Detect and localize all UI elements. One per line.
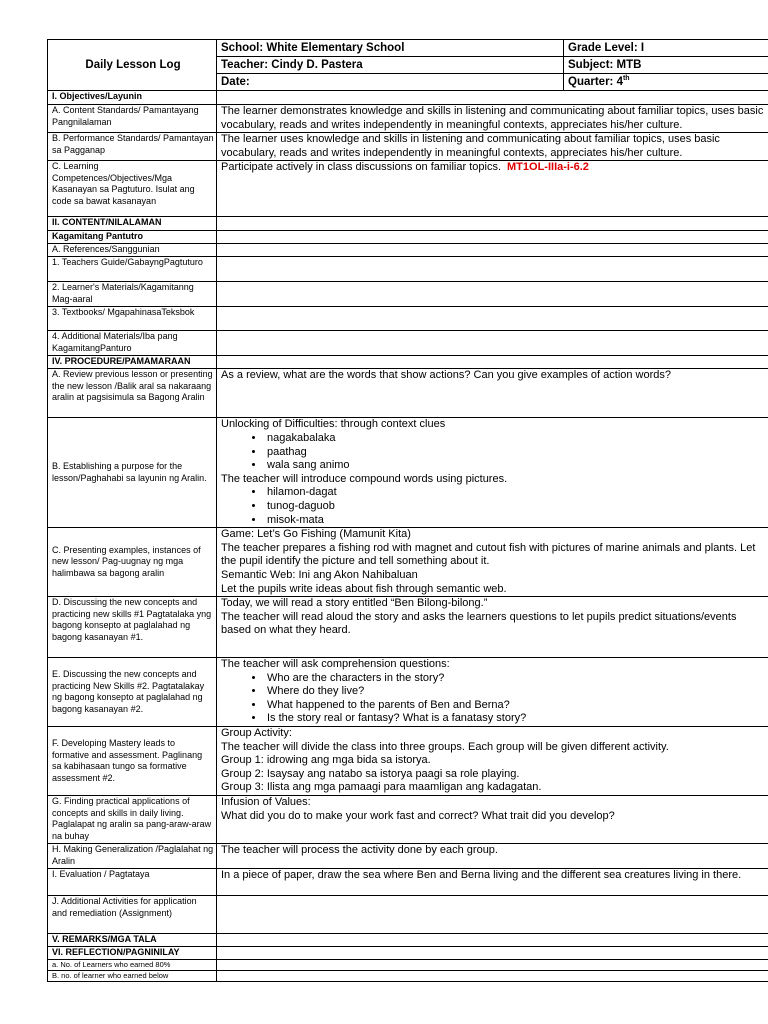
procedure-g-label: G. Finding practical applications of concepts and skills in daily living. Paglalapat ng aralin sa pang-araw-araw na buhay: [48, 796, 217, 844]
section-reflection-blank: [217, 947, 768, 960]
group-3-task: Group 3: Ilista ang mga pamaagi para maamligan ang kadagatan.: [221, 781, 542, 794]
compound-words-line: The teacher will introduce compound words using pictures.: [221, 472, 508, 485]
list-item: • Is the story real or fantasy? What is a fanatasy story?: [265, 712, 768, 726]
values-title: Infusion of Values:: [221, 796, 311, 809]
group-activity-title: Group Activity:: [221, 727, 292, 740]
semantic-web-instruction: Let the pupils write ideas about fish through semantic web.: [221, 582, 507, 595]
competencies-cell: [217, 161, 768, 217]
competencies-text: Participate actively in class discussions on familiar topics.: [221, 161, 502, 174]
list-item: • nagakabalaka: [265, 432, 768, 446]
difficult-words-list: [221, 432, 768, 473]
reflection-a-label: a. No. of Learners who earned 80%: [48, 960, 217, 971]
procedure-a-label: A. Review previous lesson or presenting the new lesson /Balik aral sa nakaraang aralin at pagsisimula sa Bagong Aralin: [48, 369, 217, 418]
group-activity-instruction: The teacher will divide the class into three groups. Each group will be given different activity.: [221, 740, 669, 753]
compound-words-list: [221, 486, 768, 527]
procedure-j-label: J. Additional Activities for application and remediation (Assignment): [48, 896, 217, 934]
procedure-d-label: D. Discussing the new concepts and practicing new skills #1 Pagtatalaka yng bagong konsepto at paglalahad ng bagong kasanayan #1.: [48, 597, 217, 658]
competencies-label: C. Learning Competences/Objectives/Mga Kasanayan sa Pagtuturo. Isulat ang code sa bawat kasanayan: [48, 161, 217, 217]
list-item: • tunog-daguob: [265, 500, 768, 514]
comprehension-intro: The teacher will ask comprehension questions:: [221, 658, 450, 671]
list-item: • Who are the characters in the story?: [265, 672, 768, 686]
story-reading-line: The teacher will read aloud the story and asks the learners questions to let pupils predict situations/events based on what they heard.: [221, 610, 737, 637]
procedure-h-text: The teacher will process the activity done by each group.: [217, 844, 768, 869]
procedure-f-content: [217, 727, 768, 796]
procedure-c-label: C. Presenting examples, instances of new lesson/ Pag-uugnay ng mga halimbawa sa bagong aralin: [48, 528, 217, 597]
teacher-field: Teacher: Cindy D. Pastera: [217, 57, 564, 74]
competency-code: MT1OL-IIIa-i-6.2: [507, 161, 589, 174]
story-intro-line: Today, we will read a story entitled “Ben Bilong-bilong.”: [221, 597, 488, 610]
quarter-superscript: th: [622, 75, 630, 83]
procedure-e-content: [217, 658, 768, 727]
procedure-b-label: B. Establishing a purpose for the lesson/Paghahabi sa layunin ng Aralin.: [48, 418, 217, 528]
section-objectives-blank: [217, 91, 768, 105]
procedure-e-label: E. Discussing the new concepts and practicing New Skills #2. Pagtatalakay ng bagong konsepto at paglalahad ng bagong kasanayan #2.: [48, 658, 217, 727]
quarter-field: [564, 74, 768, 91]
additional-materials-blank: [217, 331, 768, 356]
procedure-i-text: In a piece of paper, draw the sea where Ben and Berna living and the different sea creatures living in there.: [217, 869, 768, 896]
section-remarks-blank: [217, 934, 768, 947]
section-reflection: VI. REFLECTION/PAGNINILAY: [48, 947, 217, 960]
list-item: • wala sang animo: [265, 459, 768, 473]
procedure-g-content: [217, 796, 768, 844]
teachers-guide-label: 1. Teachers Guide/GabayngPagtuturo: [48, 257, 217, 282]
section-materials: Kagamitang Pantutro: [48, 231, 217, 244]
procedure-a-text: As a review, what are the words that show actions? Can you give examples of action words?: [217, 369, 768, 418]
section-procedure-blank: [217, 356, 768, 369]
subject-field: Subject: MTB: [564, 57, 768, 74]
section-materials-blank: [217, 231, 768, 244]
section-content-blank: [217, 217, 768, 231]
textbooks-blank: [217, 307, 768, 331]
performance-standards-text: The learner uses knowledge and skills in listening and communicating about familiar topics, uses basic vocabulary, reads and writes independently in meaningful contexts, appreciates his/her culture.: [217, 133, 768, 161]
quarter-label: Quarter: 4: [568, 76, 623, 88]
procedure-i-label: I. Evaluation / Pagtataya: [48, 869, 217, 896]
list-item: • hilamon-dagat: [265, 486, 768, 500]
section-objectives: I. Objectives/Layunin: [48, 91, 217, 105]
list-item: • misok-mata: [265, 514, 768, 528]
additional-materials-label: 4. Additional Materials/Iba pang KagamitangPanturo: [48, 331, 217, 356]
list-item: • What happened to the parents of Ben and Berna?: [265, 699, 768, 713]
reflection-b-label: B. no. of learner who earned below: [48, 971, 217, 982]
teachers-guide-blank: [217, 257, 768, 282]
group-2-task: Group 2: Isaysay ang natabo sa istorya paagi sa role playing.: [221, 767, 520, 780]
lesson-log-table: [47, 39, 768, 982]
comprehension-questions-list: [221, 672, 768, 726]
semantic-web-line: Semantic Web: Ini ang Akon Nahibaluan: [221, 568, 418, 581]
learners-materials-label: 2. Learner's Materials/Kagamitanng Mag-aaral: [48, 282, 217, 307]
procedure-d-content: [217, 597, 768, 658]
section-procedure: IV. PROCEDURE/PAMAMARAAN: [48, 356, 217, 369]
unlocking-difficulties-line: Unlocking of Difficulties: through context clues: [221, 418, 446, 431]
procedure-j-blank: [217, 896, 768, 934]
performance-standards-label: B. Performance Standards/ Pamantayan sa Pagganap: [48, 133, 217, 161]
game-title-line: Game: Let’s Go Fishing (Mamunit Kita): [221, 528, 411, 541]
values-question: What did you do to make your work fast and correct? What trait did you develop?: [221, 809, 615, 822]
procedure-h-label: H. Making Generalization /Paglalahat ng Aralin: [48, 844, 217, 869]
group-1-task: Group 1: idrowing ang mga bida sa istorya.: [221, 754, 431, 767]
daily-lesson-log: [47, 39, 768, 982]
content-standards-text: The learner demonstrates knowledge and skills in listening and communicating about familiar topics, uses basic vocabulary, reads and writes independently in meaningful contexts, appreciates his/her culture.: [217, 105, 768, 133]
textbooks-label: 3. Textbooks/ MgapahinasaTeksbok: [48, 307, 217, 331]
school-field: School: White Elementary School: [217, 40, 564, 57]
references-label: A. References/Sanggunian: [48, 244, 217, 257]
procedure-b-content: [217, 418, 768, 528]
content-standards-label: A. Content Standards/ Pamantayang Pangnilalaman: [48, 105, 217, 133]
procedure-c-content: [217, 528, 768, 597]
section-content: II. CONTENT/NILALAMAN: [48, 217, 217, 231]
document-title: Daily Lesson Log: [48, 40, 217, 91]
list-item: • Where do they live?: [265, 685, 768, 699]
date-field: Date:: [217, 74, 564, 91]
section-remarks: V. REMARKS/MGA TALA: [48, 934, 217, 947]
learners-materials-blank: [217, 282, 768, 307]
reflection-b-blank: [217, 971, 768, 982]
list-item: • paathag: [265, 446, 768, 460]
references-blank: [217, 244, 768, 257]
game-description: The teacher prepares a fishing rod with magnet and cutout fish with pictures of marine animals and plants. Let the pupil identify the picture and tell something about it.: [221, 541, 756, 568]
procedure-f-label: F. Developing Mastery leads to formative and assessment. Paglinang sa kabihasaan tungo sa formative assessment #2.: [48, 727, 217, 796]
reflection-a-blank: [217, 960, 768, 971]
grade-level-field: Grade Level: I: [564, 40, 768, 57]
